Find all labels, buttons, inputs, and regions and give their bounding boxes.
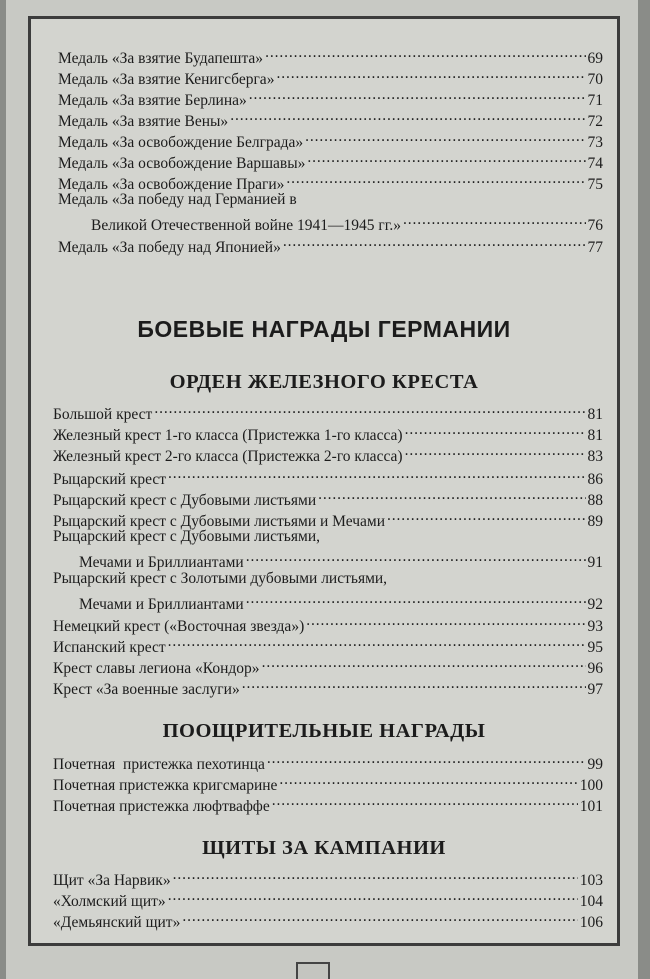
entry-title: Почетная пристежка кригсмарине <box>53 777 278 794</box>
entry-title: Почетная пристежка люфтваффе <box>53 798 270 815</box>
entry-page: 74 <box>587 155 603 172</box>
entry-title: Медаль «За взятие Вены» <box>58 113 229 130</box>
entry-title-cont: Мечами и Бриллиантами <box>79 596 244 613</box>
entry-title: Рыцарский крест с Дубовыми листьями, <box>53 528 320 545</box>
entry-page: 75 <box>587 176 603 193</box>
toc-entry <box>58 232 603 258</box>
entry-page: 101 <box>579 798 603 815</box>
toc-entry <box>53 527 603 573</box>
dot-leader <box>279 770 577 790</box>
entry-page: 97 <box>587 681 603 698</box>
dot-leader <box>173 865 578 885</box>
entry-title: «Холмский щит» <box>53 893 166 910</box>
dot-leader <box>307 148 585 168</box>
dot-leader <box>387 506 585 526</box>
entry-page: 70 <box>587 71 603 88</box>
entry-title: Рыцарский крест с Дубовыми листьями и Мечами <box>53 513 386 530</box>
dot-leader <box>246 589 586 609</box>
dot-leader <box>168 464 585 484</box>
entry-page: 93 <box>587 618 603 635</box>
dot-leader <box>265 43 585 63</box>
entry-title: Железный крест 1-го класса (Пристежка 1-го класса) <box>53 427 403 444</box>
entry-page: 76 <box>587 217 603 234</box>
entry-page: 69 <box>587 50 603 67</box>
entry-title: Почетная пристежка пехотинца <box>53 756 265 773</box>
entry-page: 104 <box>579 893 603 910</box>
dot-leader <box>249 85 586 105</box>
book-page <box>6 0 638 979</box>
entry-page: 99 <box>587 756 603 773</box>
incentive-heading: ПООЩРИТЕЛЬНЫЕ НАГРАДЫ <box>162 720 486 742</box>
entry-title: Медаль «За освобождение Белграда» <box>58 134 304 151</box>
dot-leader <box>182 907 577 927</box>
page-tab <box>296 962 330 979</box>
dot-leader <box>318 485 585 505</box>
entry-title: Медаль «За взятие Будапешта» <box>58 50 264 67</box>
entry-title: Крест «За военные заслуги» <box>53 681 240 698</box>
entry-title: Крест славы легиона «Кондор» <box>53 660 260 677</box>
entry-page: 106 <box>579 914 603 931</box>
dot-leader <box>405 441 586 461</box>
entry-title: Железный крест 2-го класса (Пристежка 2-го класса) <box>53 448 403 465</box>
dot-leader <box>305 127 585 147</box>
entry-page: 77 <box>587 239 603 256</box>
entry-page: 73 <box>587 134 603 151</box>
entry-page: 89 <box>587 513 603 530</box>
entry-title-cont: Великой Отечественной войне 1941—1945 гг.» <box>91 217 401 234</box>
entry-page: 86 <box>587 471 603 488</box>
section-title: БОЕВЫЕ НАГРАДЫ ГЕРМАНИИ <box>137 316 511 342</box>
toc-entry <box>53 907 603 933</box>
dot-leader <box>168 886 578 906</box>
entry-page: 91 <box>587 554 603 571</box>
dot-leader <box>242 674 586 694</box>
entry-page: 95 <box>587 639 603 656</box>
toc-entry <box>53 791 603 817</box>
entry-title: Рыцарский крест <box>53 471 167 488</box>
entry-title: Испанский крест <box>53 639 166 656</box>
dot-leader <box>405 420 586 440</box>
dot-leader <box>246 547 586 567</box>
entry-page: 72 <box>587 113 603 130</box>
dot-leader <box>276 64 585 84</box>
toc-entry <box>53 674 603 700</box>
toc-entry <box>58 190 603 236</box>
entry-title: Рыцарский крест с Золотыми дубовыми листьями, <box>53 570 388 587</box>
iron-cross-heading: ОРДЕН ЖЕЛЕЗНОГО КРЕСТА <box>169 371 479 393</box>
dot-leader <box>283 232 586 252</box>
entry-title: Медаль «За взятие Кенигсберга» <box>58 71 275 88</box>
entry-title: Щит «За Нарвик» <box>53 872 171 889</box>
entry-page: 96 <box>587 660 603 677</box>
entry-title: Немецкий крест («Восточная звезда») <box>53 618 305 635</box>
page-frame <box>28 16 620 946</box>
dot-leader <box>230 106 585 126</box>
entry-title-cont: Мечами и Бриллиантами <box>79 554 244 571</box>
entry-page: 81 <box>587 427 603 444</box>
toc-entry <box>53 569 603 615</box>
dot-leader <box>403 210 586 230</box>
dot-leader <box>154 399 585 419</box>
dot-leader <box>267 749 586 769</box>
entry-title: Большой крест <box>53 406 153 423</box>
entry-title: Медаль «За победу над Японией» <box>58 239 281 256</box>
entry-page: 100 <box>579 777 603 794</box>
dot-leader <box>168 632 586 652</box>
entry-title: Медаль «За победу над Германией в <box>58 191 297 208</box>
entry-title: Медаль «За освобождение Варшавы» <box>58 155 306 172</box>
entry-title: Медаль «За освобождение Праги» <box>58 176 285 193</box>
dot-leader <box>272 791 578 811</box>
dot-leader <box>262 653 586 673</box>
dot-leader <box>306 611 585 631</box>
entry-page: 81 <box>587 406 603 423</box>
entry-page: 83 <box>587 448 603 465</box>
entry-title: Медаль «За взятие Берлина» <box>58 92 247 109</box>
entry-page: 103 <box>579 872 603 889</box>
entry-title: Рыцарский крест с Дубовыми листьями <box>53 492 317 509</box>
entry-title: «Демьянский щит» <box>53 914 181 931</box>
dot-leader <box>286 169 585 189</box>
entry-page: 88 <box>587 492 603 509</box>
entry-page: 71 <box>587 92 603 109</box>
shields-heading: ЩИТЫ ЗА КАМПАНИИ <box>202 837 446 859</box>
entry-page: 92 <box>587 596 603 613</box>
